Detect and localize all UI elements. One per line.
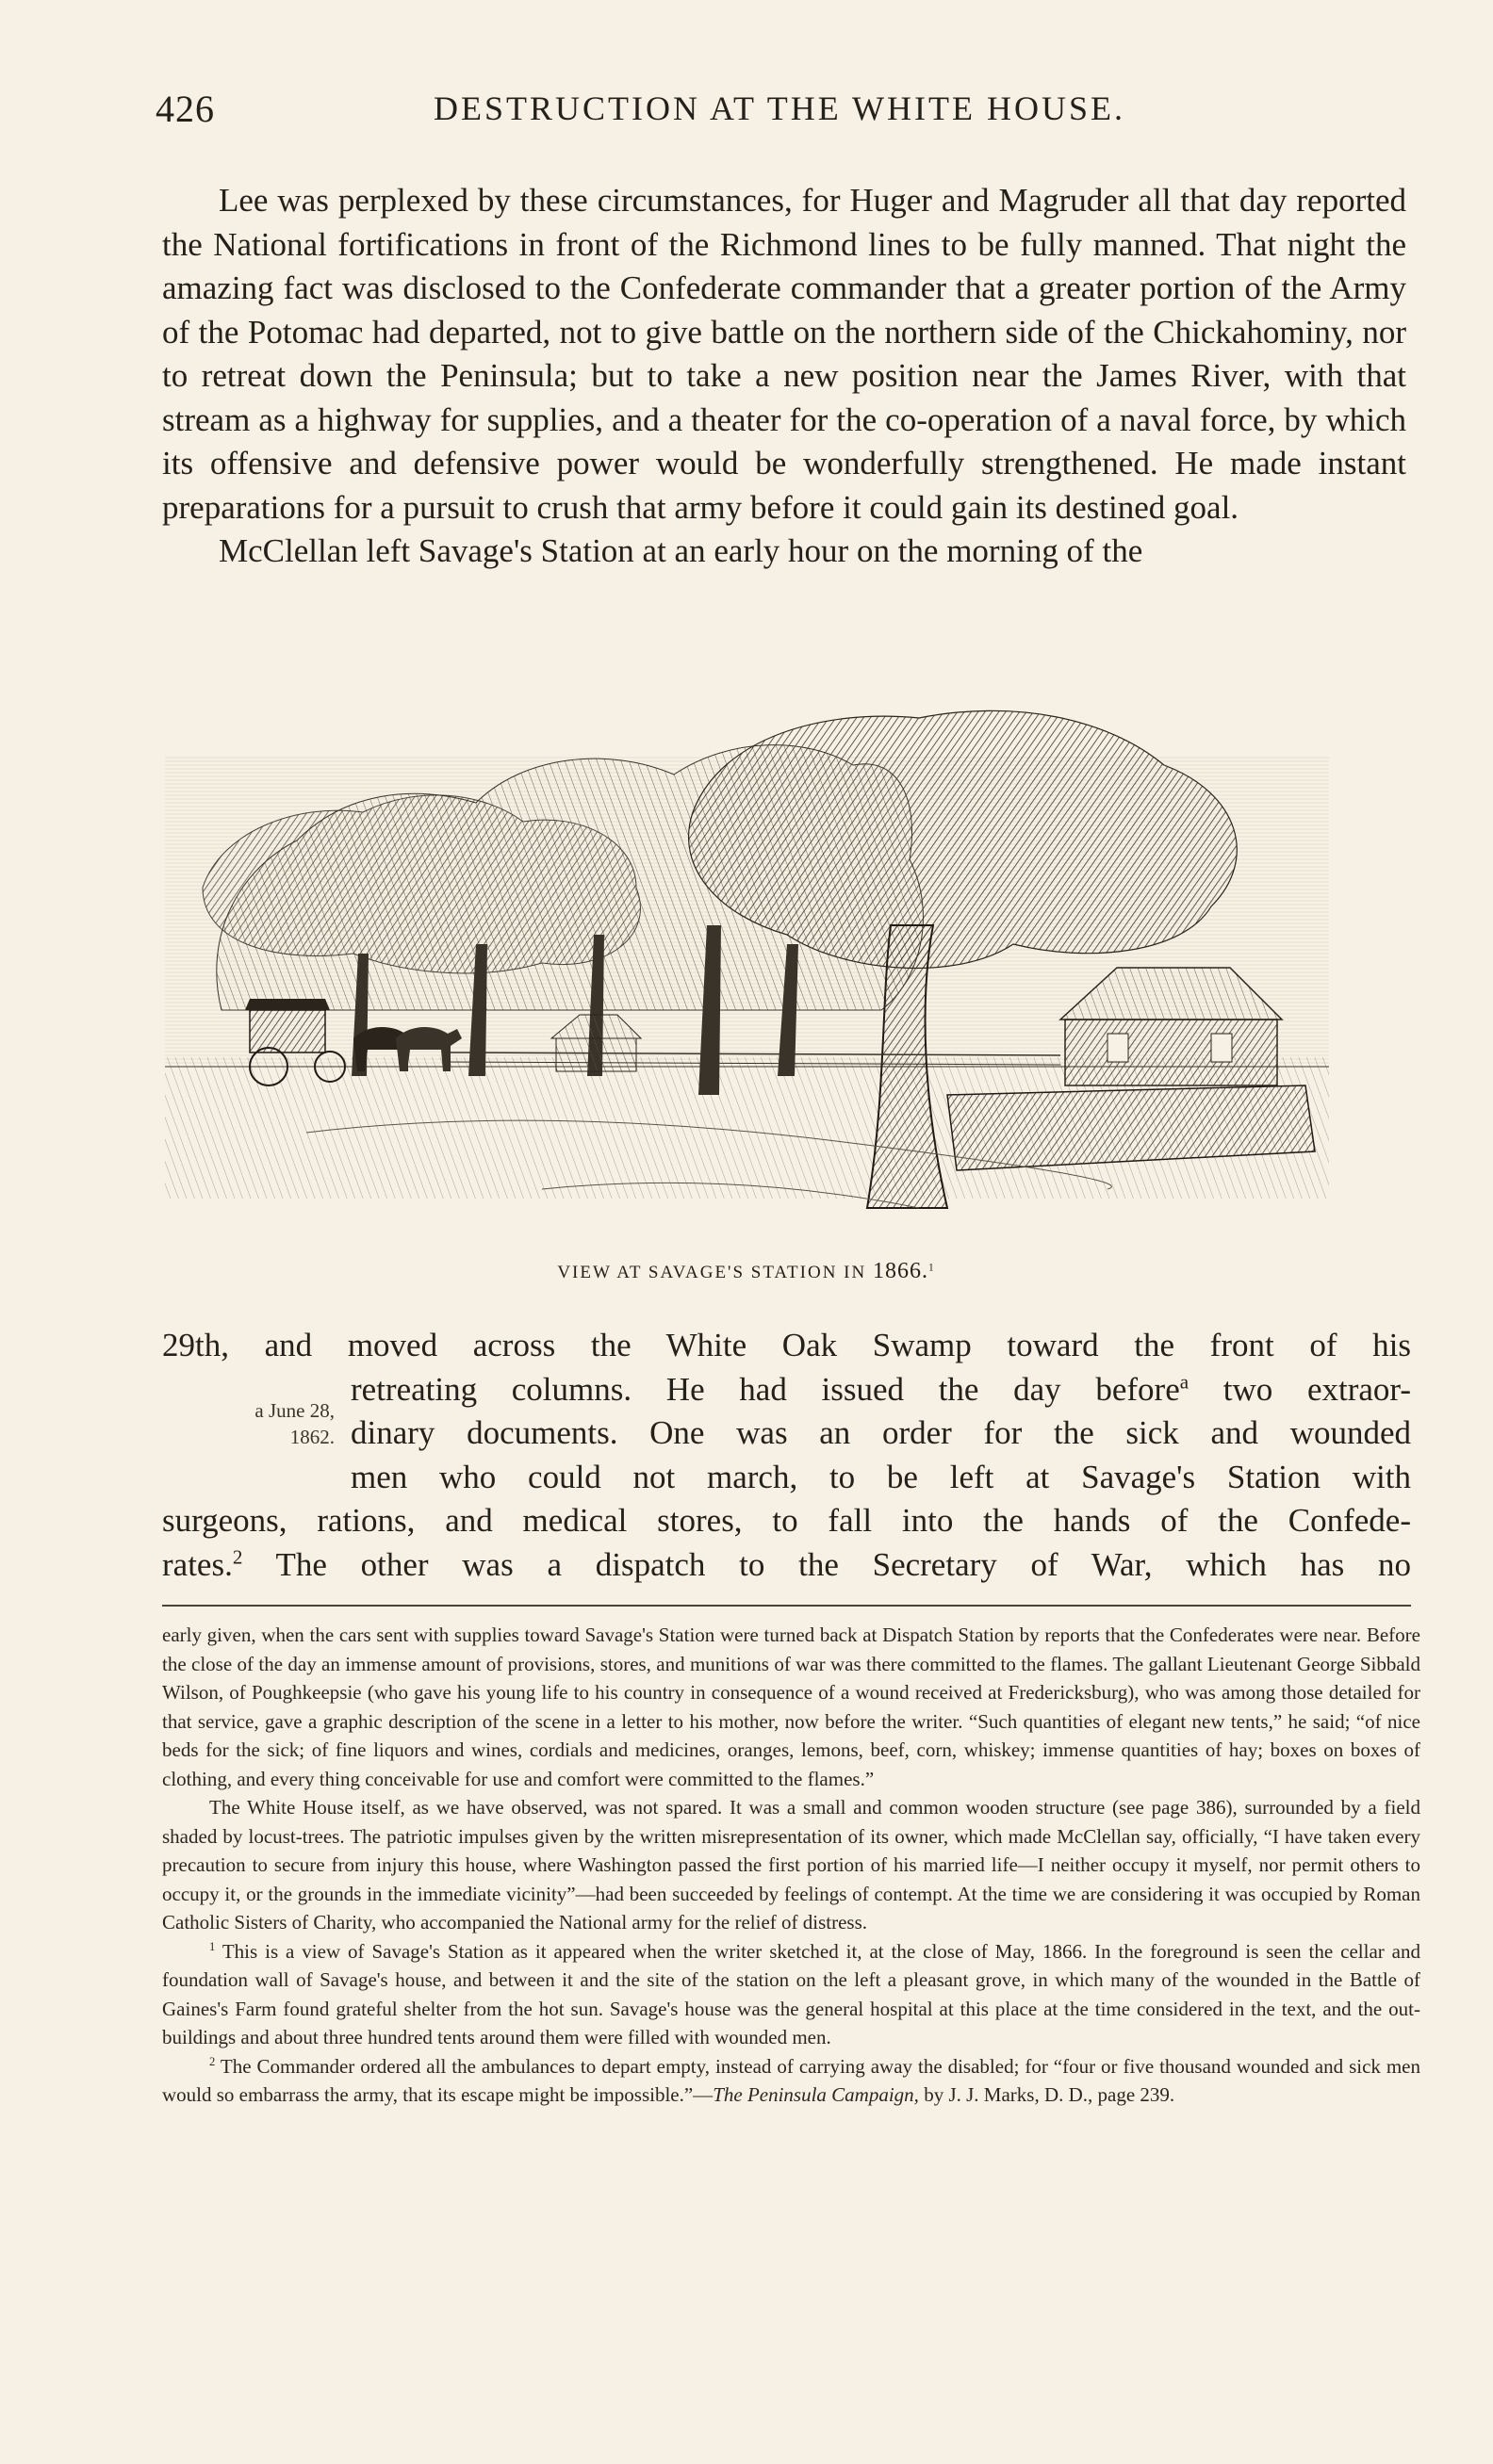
savages-station-engraving bbox=[165, 699, 1329, 1232]
margin-date: a June 28, bbox=[254, 1399, 335, 1422]
lower-line-2 bbox=[162, 1368, 1411, 1412]
paragraph-lee: Lee was perplexed by these circumstances, for Huger and Magruder all that day reported the National fortifications in front of the Richmond lines to be fully manned. That night the amazing fact was disclosed to the Confederate commander that a greater portion of the Army of the Potomac had departed, not to give battle on the northern side of the Chickahominy, nor to retreat down the Peninsula; but to take a new position near the James River, with that stream as a highway for supplies, and a theater for the co-operation of a naval force, by which its offensive and defensive power would be wonderfully strengthened. He made instant preparations for a pursuit to crush that army before it could gain its destined goal. bbox=[162, 182, 1406, 526]
footnote-rule bbox=[162, 1605, 1411, 1607]
margin-year: 1862. bbox=[289, 1426, 335, 1448]
lower-line-4: men who could not march, to be left at Savage's Station with bbox=[351, 1458, 1411, 1495]
running-head: DESTRUCTION AT THE WHITE HOUSE. bbox=[434, 90, 1125, 127]
caption-year: 1866. bbox=[872, 1259, 928, 1283]
caption-note-mark: 1 bbox=[927, 1262, 936, 1274]
footnote-2-end: by J. J. Marks, D. D., page 239. bbox=[918, 2083, 1175, 2106]
footnotes bbox=[162, 1621, 1420, 2110]
lower-line-6 bbox=[162, 1543, 1411, 1588]
lower-line-1: 29th, and moved across the White Oak Swamp toward the front of his bbox=[162, 1327, 1411, 1363]
illustration-caption bbox=[0, 1259, 1493, 1284]
footnote-continued: early given, when the cars sent with supplies toward Savage's Station were turned back at Dispatch Station by reports that the Confederates were near. Before the close of the day an immense amount of provisions, stores, and munitions of war was there committed to the flames. The gallant Lieutenant George Sibbald Wilson, of Poughkeepsie (who gave his young life to his country in consequence of a wound received at Fredericksburg), who was among those detailed for that service, gave a graphic description of the scene in a letter to his mother, now before the writer. “Such quantities of elegant new tents,” he said; “of nice beds for the sick; of fine liquors and wines, cordials and medicines, oranges, lemons, beef, corn, whiskey; immense quantities of hay; boxes on boxes of clothing, and every thing conceivable for use and comfort were committed to the flames.” bbox=[162, 1624, 1420, 1790]
footnote-1 bbox=[162, 1937, 1420, 2052]
footnote-2-text: The Commander ordered all the ambulances to depart empty, instead of carrying away the disabled; for “four or five thousand wounded and sick men would so embarrass the army, that its escape might be impossible.”— bbox=[162, 2054, 1420, 2106]
lower-line-6b: The other was a dispatch to the Secretary of War, which has no bbox=[275, 1545, 1411, 1583]
lower-line-5: surgeons, rations, and medical stores, to fall into the hands of the Confede- bbox=[162, 1502, 1411, 1539]
lower-line-2a: retreating columns. He had issued the day before bbox=[351, 1370, 1180, 1408]
footnote-1-mark: 1 bbox=[209, 1939, 216, 1953]
caption-text: VIEW AT SAVAGE'S STATION IN bbox=[557, 1263, 873, 1282]
page-number: 426 bbox=[156, 88, 215, 130]
paragraph-mcclellan: McClellan left Savage's Station at an early hour on the morning of the bbox=[219, 532, 1143, 569]
lower-line-6a: rates. bbox=[162, 1545, 233, 1583]
upper-body-text bbox=[162, 179, 1406, 574]
footnote-1-text: This is a view of Savage's Station as it appeared when the writer sketched it, at the close of May, 1866. In the foreground is seen the cellar and foundation wall of Savage's house, and between it and the site of the station on the left a pleasant grove, in which many of the wounded in the Battle of Gaines's Farm found grateful shelter from the hot sun. Savage's house was the general hospital at this place at the time considered in the text, and the out-buildings and about three hundred tents around them were filled with wounded men. bbox=[162, 1939, 1421, 2048]
lower-line-3: dinary documents. One was an order for the sick and wounded bbox=[351, 1414, 1411, 1451]
lower-body-text bbox=[162, 1324, 1411, 1587]
footnote-ref-a: a bbox=[1179, 1369, 1189, 1393]
footnote-white-house: The White House itself, as we have observed, was not spared. It was a small and common wooden structure (see page 386), surrounded by a field shaded by locust-trees. The patriotic impulses given by the written misrepresentation of its owner, which made McClellan say, officially, “I have taken every precaution to secure from injury this house, where Washington passed the first portion of his married life—I neither occupy it myself, nor permit others to occupy it, or the grounds in the immediate vicinity”—had been succeeded by feelings of contempt. At the time we are considering it was occupied by Roman Catholic Sisters of Charity, who accompanied the National army for the relief of distress. bbox=[162, 1796, 1420, 1934]
footnote-2-mark: 2 bbox=[209, 2054, 216, 2068]
footnote-2 bbox=[162, 2052, 1420, 2110]
footnote-ref-2: 2 bbox=[232, 1544, 243, 1568]
page-header bbox=[156, 87, 1419, 134]
lower-line-2b: two extraor- bbox=[1222, 1370, 1412, 1408]
footnote-2-title: The Peninsula Campaign, bbox=[713, 2083, 919, 2106]
